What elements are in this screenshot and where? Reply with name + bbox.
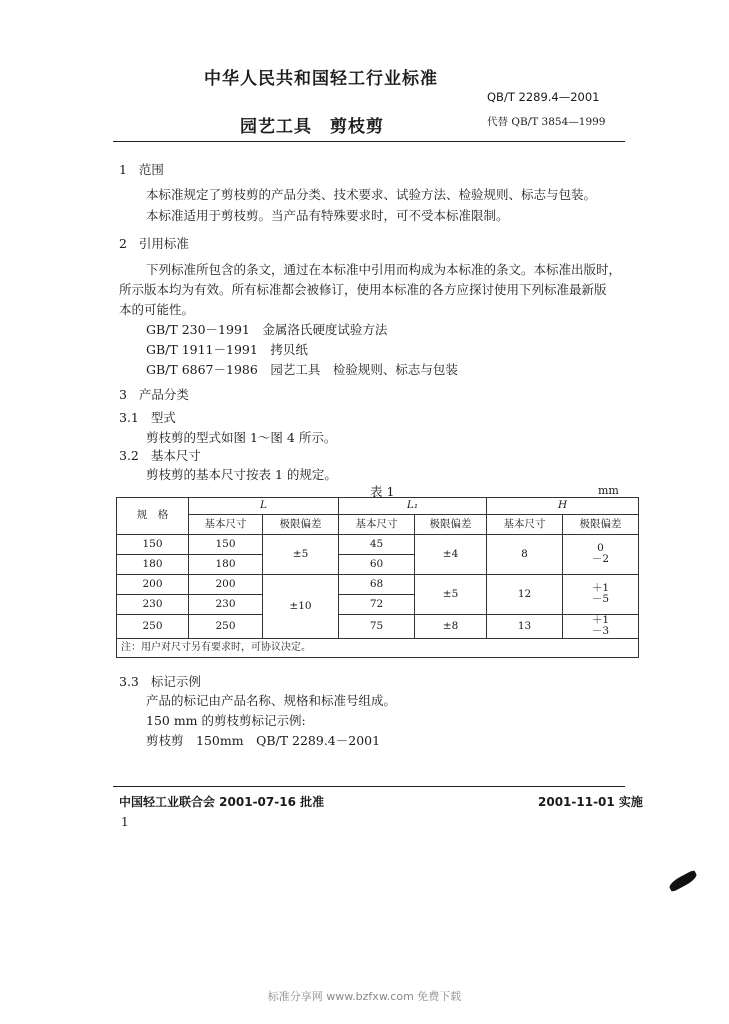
cell-spec: 180 [117, 555, 189, 575]
section-1-title: 范围 [138, 162, 164, 177]
section-3-3-title: 标记示例 [150, 674, 201, 689]
cell-tol-L: ±10 [263, 575, 339, 639]
cell-L1: 72 [339, 595, 415, 615]
section-3-3-heading [119, 672, 201, 690]
cell-spec: 200 [117, 575, 189, 595]
tol-H-upper: ＋1 [591, 582, 610, 595]
section-3-number: 3 [119, 387, 127, 402]
section-1-paragraph-1: 本标准规定了剪枝剪的产品分类、技术要求、试验方法、检验规则、标志与包装。 [146, 187, 597, 202]
cell-L1: 45 [339, 535, 415, 555]
cell-H: 13 [487, 615, 563, 639]
cell-L: 150 [189, 535, 263, 555]
tol-H-upper: ＋1 [591, 614, 610, 626]
cell-L1: 68 [339, 575, 415, 595]
header-basic-size: 基本尺寸 [487, 515, 563, 535]
marking-example: 剪枝剪 150mm QB/T 2289.4－2001 [146, 733, 381, 748]
header-tolerance: 极限偏差 [415, 515, 487, 535]
cell-H: 12 [487, 575, 563, 615]
implementation-date: 2001-11-01 实施 [538, 795, 643, 809]
section-3-3-paragraph-2: 150 mm 的剪枝剪标记示例: [146, 713, 306, 728]
scan-artifact [667, 870, 698, 893]
dimension-table [116, 497, 639, 658]
reference-standard: GB/T 6867－1986 园艺工具 检验规则、标志与包装 [146, 362, 458, 377]
cell-tol-H [563, 575, 639, 615]
header-spec: 规 格 [117, 498, 189, 535]
cell-spec: 250 [117, 615, 189, 639]
cell-H: 8 [487, 535, 563, 575]
cell-L1: 75 [339, 615, 415, 639]
section-3-1-title: 型式 [150, 410, 176, 425]
tol-H-lower: －2 [591, 553, 610, 566]
section-2-number: 2 [119, 236, 127, 251]
section-2-paragraph-line-3: 本的可能性。 [119, 302, 195, 317]
section-1-heading [119, 160, 164, 178]
header-basic-size: 基本尺寸 [189, 515, 263, 535]
footer-rule [113, 786, 625, 787]
cell-tol-L1: ±8 [415, 615, 487, 639]
section-3-title: 产品分类 [138, 387, 189, 402]
table-row [117, 575, 639, 595]
table-note: 注：用户对尺寸另有要求时，可协议决定。 [117, 638, 639, 657]
section-2-paragraph-line-2: 所示版本均为有效。所有标准都会被修订，使用本标准的各方应探讨使用下列标准最新版 [119, 282, 607, 297]
page-number: 1 [121, 815, 129, 829]
section-3-1-text: 剪枝剪的型式如图 1～图 4 所示。 [146, 430, 337, 445]
section-1-paragraph-2: 本标准适用于剪枝剪。当产品有特殊要求时，可不受本标准限制。 [146, 208, 509, 223]
header-tolerance: 极限偏差 [563, 515, 639, 535]
section-1-number: 1 [119, 162, 127, 177]
header-rule [113, 141, 625, 142]
standard-title: 园艺工具 剪枝剪 [240, 117, 384, 137]
download-watermark: 标准分享网 www.bzfxw.com 免费下载 [267, 990, 462, 1003]
cell-tol-L1: ±5 [415, 575, 487, 615]
cell-L1: 60 [339, 555, 415, 575]
section-3-2-number: 3.2 [119, 448, 139, 463]
cell-L: 230 [189, 595, 263, 615]
section-3-1-number: 3.1 [119, 410, 139, 425]
section-3-2-text: 剪枝剪的基本尺寸按表 1 的规定。 [146, 467, 337, 482]
section-3-3-paragraph-1: 产品的标记由产品名称、规格和标准号组成。 [146, 693, 397, 708]
table-row [117, 535, 639, 555]
cell-spec: 150 [117, 535, 189, 555]
cell-tol-L1: ±4 [415, 535, 487, 575]
section-3-2-heading [119, 446, 201, 464]
reference-standard: GB/T 230－1991 金属洛氏硬度试验方法 [146, 322, 388, 337]
standard-code: QB/T 2289.4—2001 [487, 90, 600, 104]
header-group-L: L [189, 498, 339, 515]
section-2-paragraph-line-1: 下列标准所包含的条文，通过在本标准中引用而构成为本标准的条文。本标准出版时， [146, 262, 622, 277]
replaces-standard: 代替 QB/T 3854—1999 [487, 116, 606, 128]
cell-spec: 230 [117, 595, 189, 615]
section-3-3-number: 3.3 [119, 674, 139, 689]
reference-standard: GB/T 1911－1991 拷贝纸 [146, 342, 308, 357]
section-3-heading [119, 385, 189, 403]
header-group-L1: L₁ [339, 498, 487, 515]
cell-L: 180 [189, 555, 263, 575]
tol-H-lower: －3 [591, 625, 610, 638]
header-group-H: H [487, 498, 639, 515]
table-caption: 表 1 [370, 484, 395, 499]
header-tolerance: 极限偏差 [263, 515, 339, 535]
section-3-1-heading [119, 408, 176, 426]
table-unit: mm [598, 484, 619, 497]
section-2-title: 引用标准 [138, 236, 189, 251]
cell-tol-H [563, 535, 639, 575]
section-2-heading [119, 234, 189, 252]
table-row [117, 615, 639, 639]
cell-tol-H [563, 615, 639, 639]
tol-H-lower: －5 [591, 593, 610, 606]
tol-H-upper: 0 [597, 542, 604, 555]
issuing-body: 中华人民共和国轻工行业标准 [204, 69, 438, 89]
cell-L: 250 [189, 615, 263, 639]
section-3-2-title: 基本尺寸 [150, 448, 201, 463]
cell-L: 200 [189, 575, 263, 595]
approval-date: 中国轻工业联合会 2001-07-16 批准 [119, 795, 325, 809]
cell-tol-L: ±5 [263, 535, 339, 575]
header-basic-size: 基本尺寸 [339, 515, 415, 535]
